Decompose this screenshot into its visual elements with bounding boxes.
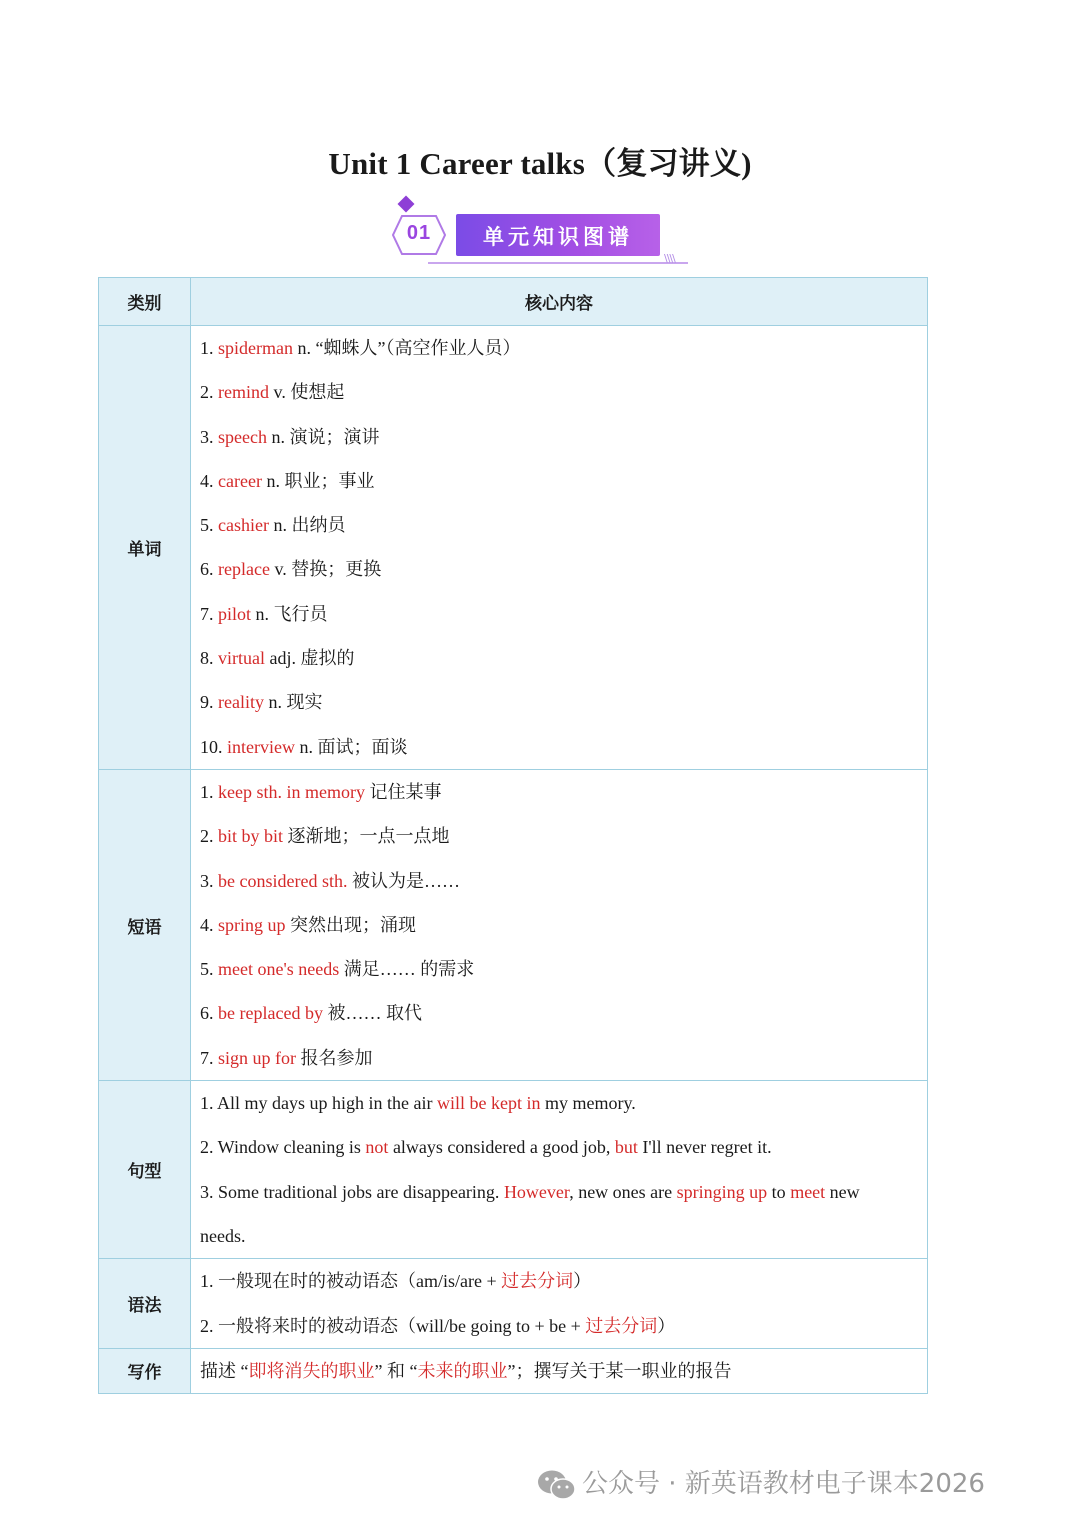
highlight-text: replace [218,559,270,580]
content-cell [191,1348,928,1393]
table-header-row [99,278,928,326]
content-line [200,903,927,947]
plain-text: 7. [200,603,218,624]
plain-text: 3. [200,426,218,447]
content-line [200,415,927,459]
content-line [200,370,927,414]
category-cell: 语法 [99,1259,191,1349]
highlight-text: be considered sth. [218,870,348,891]
content-line [200,680,927,724]
plain-text: new [825,1181,860,1202]
content-cell [191,326,928,770]
highlight-text: interview [227,736,295,757]
plain-text: to [767,1181,791,1202]
plain-text: always considered a good job, [388,1137,615,1158]
content-line [200,725,927,769]
content-line [200,1081,927,1125]
plain-text: adj. 虚拟的 [265,648,355,669]
plain-text: 5. [200,959,218,980]
highlight-text: be replaced by [218,1003,323,1024]
highlight-text: reality [218,692,264,713]
highlight-text: 过去分词 [585,1315,658,1336]
highlight-text: sign up for [218,1047,296,1068]
badge-number: 01 [406,222,432,244]
content-line [200,547,927,591]
content-line [200,814,927,858]
table-row [99,1081,928,1259]
highlight-text: career [218,470,262,491]
content-line [200,859,927,903]
plain-text: 2. [200,826,218,847]
plain-text: 被…… 取代 [322,1003,422,1024]
highlight-text: However [503,1181,570,1202]
footer-watermark [536,1463,985,1502]
content-line [200,636,927,680]
plain-text: v. 替换；更换 [269,559,382,580]
content-cell [191,769,928,1080]
plain-text: n. 现实 [263,692,323,713]
highlight-text: meet [790,1181,826,1202]
plain-text: 6. [200,1003,218,1024]
footer-text: 公众号 · 新英语教材电子课本2026 [582,1469,985,1499]
plain-text: n. 飞行员 [251,603,328,624]
content-line [200,459,927,503]
highlight-text: pilot [218,603,252,624]
highlight-text: will be kept in [436,1093,541,1114]
highlight-text: virtual [218,648,265,669]
plain-text: ） [573,1271,592,1292]
plain-text: 6. [200,559,218,580]
content-line [200,592,927,636]
plain-text: n. 出纳员 [268,515,346,536]
content-line [200,1214,927,1258]
plain-text: 1. [200,338,218,358]
content-line [200,1170,927,1214]
highlight-text: cashier [218,515,269,536]
content-cell [191,1259,928,1349]
category-cell: 短语 [99,769,191,1080]
plain-text: ） [657,1315,676,1336]
plain-text: n. “蜘蛛人”（高空作业人员） [292,338,521,358]
plain-text: 5. [200,515,218,536]
plain-text: n. 面试；面谈 [294,736,408,757]
plain-text: 8. [200,648,218,669]
content-line [200,770,927,814]
plain-text: 突然出现；涌现 [285,914,416,935]
wechat-icon [536,1468,578,1502]
highlight-text: springing up [676,1181,768,1202]
plain-text: 被认为是…… [347,870,460,891]
plain-text: needs. [200,1225,246,1246]
content-line [200,1349,927,1393]
plain-text: 9. [200,692,218,713]
diamond-icon [398,196,415,213]
content-cell [191,1081,928,1259]
category-cell: 句型 [99,1081,191,1259]
plain-text: 3. Some traditional jobs are disappearing. [200,1181,504,1202]
table-row [99,769,928,1080]
section-badge [388,196,698,272]
plain-text: 10. [200,736,227,757]
plain-text: 7. [200,1047,218,1068]
plain-text: 满足…… 的需求 [339,959,475,980]
plain-text: n. 演说；演讲 [266,426,380,447]
highlight-text: keep sth. in memory [218,781,365,802]
table-row [99,326,928,770]
category-cell: 单词 [99,326,191,770]
table-row [99,1348,928,1393]
content-line [200,1125,927,1169]
badge-underline [428,262,688,264]
content-line [200,1259,927,1303]
page-title: Unit 1 Career talks（复习讲义) [328,146,752,181]
badge-ticks-icon: \\\\ [664,252,675,265]
plain-text: 1. All my days up high in the air [200,1093,437,1114]
plain-text: , new ones are [569,1181,677,1202]
table-body [99,326,928,1394]
highlight-text: spring up [218,914,286,935]
plain-text: v. 使想起 [269,382,345,403]
highlight-text: not [365,1137,389,1158]
plain-text: 报名参加 [296,1047,373,1068]
header-category: 类别 [99,278,191,326]
highlight-text: 即将消失的职业 [248,1360,375,1381]
plain-text: 4. [200,914,218,935]
plain-text: 2. Window cleaning is [200,1137,366,1158]
plain-text: ”；撰写关于某一职业的报告 [507,1360,732,1381]
highlight-text: 未来的职业 [417,1360,508,1381]
knowledge-table [98,277,928,1394]
content-line [200,991,927,1035]
header-content: 核心内容 [191,278,928,326]
highlight-text: bit by bit [218,826,284,847]
content-line [200,326,927,370]
plain-text: my memory. [540,1093,636,1114]
plain-text: ” 和 “ [374,1360,418,1381]
content-line [200,1036,927,1080]
badge-label: 单元知识图谱 [483,225,633,249]
highlight-text: meet one's needs [218,959,340,980]
content-line [200,1304,927,1348]
plain-text: 1. 一般现在时的被动语态（am/is/are + [200,1271,502,1292]
highlight-text: 过去分词 [501,1271,574,1292]
plain-text: 记住某事 [364,781,442,802]
plain-text: 逐渐地；一点一点地 [283,826,450,847]
plain-text: 2. [200,382,218,403]
highlight-text: speech [218,426,267,447]
category-cell: 写作 [99,1348,191,1393]
plain-text: n. 职业；事业 [261,470,375,491]
highlight-text: but [614,1137,638,1158]
content-line [200,947,927,991]
plain-text: I'll never regret it. [637,1137,772,1158]
plain-text: 2. 一般将来时的被动语态（will/be going to + be + [200,1315,586,1336]
highlight-text: remind [218,382,269,403]
plain-text: 3. [200,870,218,891]
content-line [200,503,927,547]
plain-text: 1. [200,781,218,802]
plain-text: 4. [200,470,218,491]
plain-text: 描述 “ [200,1360,249,1381]
table-row [99,1259,928,1349]
highlight-text: spiderman [218,338,293,358]
